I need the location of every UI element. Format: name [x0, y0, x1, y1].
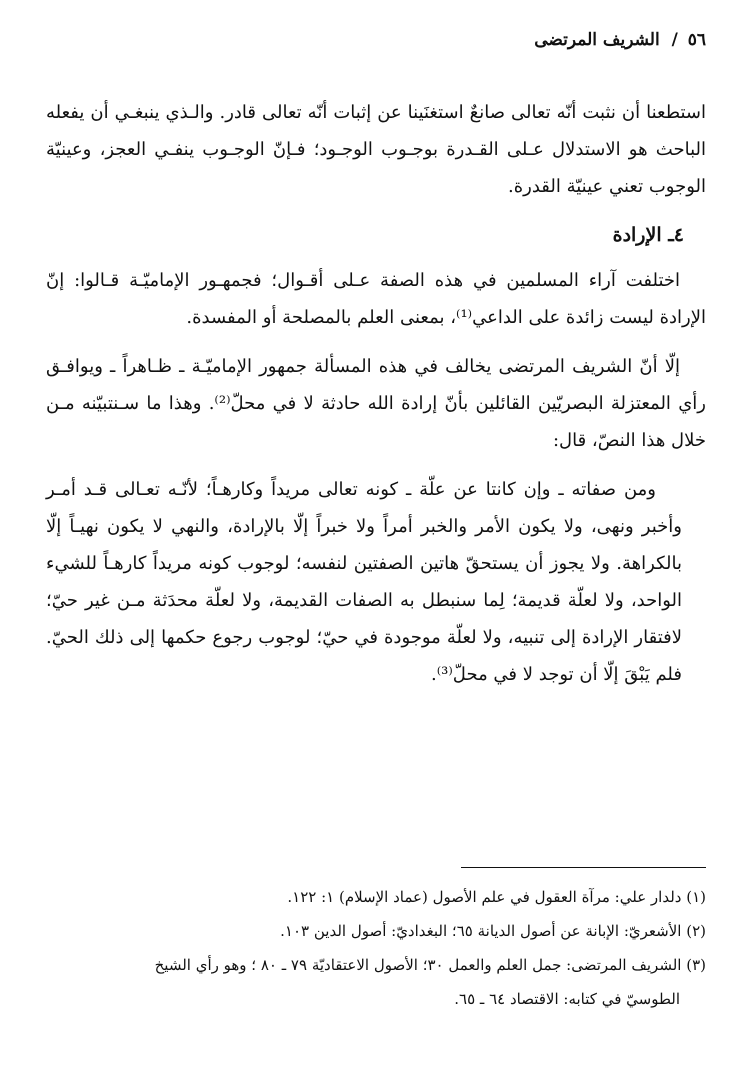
- section-heading: ٤ـ الإرادة: [612, 224, 684, 246]
- header-separator: /: [671, 30, 678, 50]
- block-quote: ومن صفاته ـ وإن كانتا عن علّة ـ كونه تعالى مريداً وكارهـاً؛ لأنّـه تعـالى قـد أمـر وأخبر ونهى، ولا يكون الأمر والخبر أمراً ولا خبراً إلّا بالإرادة، والنهي لا يكون نهيـاً إلّا بالكراهة. ولا يجوز أن يستحقّ هاتين الصفتين لنفسه؛ لوجوب كونه مريداً كارهـاً للشيء الواحد، ولا لعلّة قديمة؛ لِما سنبطل به الصفات القديمة، ولا لعلّة محدَثة مـن غير حيّ؛ لافتقار الإرادة إلى تنبيه، ولا لعلّة موجودة في حيّ؛ لوجوب رجوع حكمها إلى ذلك الحيّ. فلم يَبْقَ إلّا أن توجد لا في محلّ⁽³⁾.: [46, 479, 682, 685]
- footnote-divider: [461, 867, 706, 868]
- main-text: [46, 94, 706, 705]
- page-number: ٥٦: [687, 30, 706, 50]
- footnote-3-continued: الطوسيّ في كتابه: الاقتصاد ٦٤ ـ ٦٥.: [454, 990, 680, 1008]
- footnote-1: (١) دلدار علي: مرآة العقول في علم الأصول (عماد الإسلام) ١: ١٢٢.: [287, 888, 706, 906]
- paragraph-continuation: استطعنا أن نثبت أنّه تعالى صانعٌ استغنَينا عن إثبات أنّه تعالى قادر. والـذي ينبغـي أن يفعله الباحث هو الاستدلال عـلى القـدرة بوجـوب الوجـود؛ فـإنّ الوجـوب ينفـي العجز، وعينيّة الوجوب تعني عينيّة القدرة.: [46, 102, 706, 197]
- running-header: [534, 30, 706, 50]
- running-title: الشريف المرتضى: [534, 30, 660, 50]
- paragraph-murtada-position: إلّا أنّ الشريف المرتضى يخالف في هذه المسألة جمهور الإماميّـة ـ ظـاهراً ـ ويوافـق رأي المعتزلة البصريّين القائلين بأنّ إرادة الله حادثة لا في محلّ⁽²⁾. وهذا ما سـنتبيّنه مـن خلال هذا النصّ، قال:: [46, 356, 706, 451]
- footnote-2: (٢) الأشعريّ: الإبانة عن أصول الديانة ٦٥؛ البغداديّ: أصول الدين ١٠٣.: [280, 922, 706, 940]
- footnote-3: (٣) الشريف المرتضى: جمل العلم والعمل ٣٠؛ الأصول الاعتقاديّة ٧٩ ـ ٨٠ ؛ وهو رأي الشيخ: [154, 956, 706, 974]
- footnotes: [46, 880, 706, 1016]
- paragraph-opinions: اختلفت آراء المسلمين في هذه الصفة عـلى أقـوال؛ فجمهـور الإماميّـة قـالوا: إنّ الإرادة ليست زائدة على الداعي⁽¹⁾، بمعنى العلم بالمصلحة أو المفسدة.: [46, 270, 706, 328]
